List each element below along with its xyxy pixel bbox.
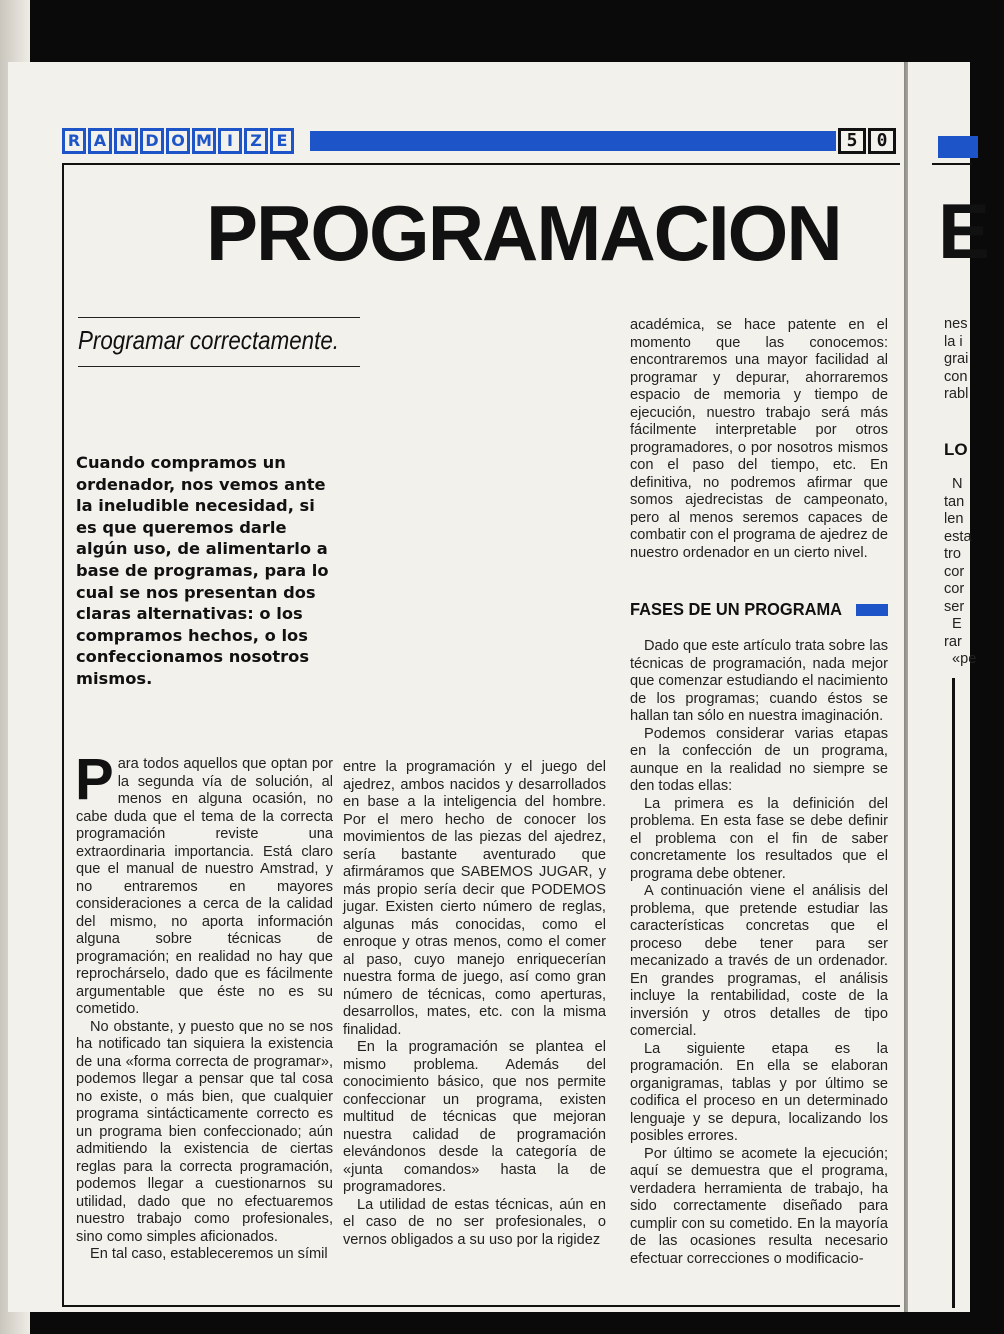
magazine-page <box>8 62 908 1312</box>
next-page-edge <box>908 62 991 1312</box>
page-digit: 0 <box>868 128 896 154</box>
text-fragment: cor <box>944 563 965 580</box>
text-fragment: rar <box>944 633 962 650</box>
page-number <box>838 128 896 154</box>
section-heading-accent <box>856 604 888 616</box>
text-fragment: la i <box>944 333 963 350</box>
body-column-3 <box>630 638 888 1268</box>
header-accent-bar <box>310 131 836 151</box>
body-paragraph: No obstante, y puesto que no se nos ha notificado tan siquiera la existencia de una «forma correcta de programar», podemos llegar a pensar que tal cosa no existe, o más bien, que cualquier programa sintácticamente correcto es un programa bien confeccionado; aún admitiendo la existencia de ciertas reglas para la correcta programación, podemos llegar a cuestionarnos su utilidad, dado que no efectuaremos nuestro trabajo como profesionales, sino como simples aficionados. <box>76 1018 333 1245</box>
article-title: PROGRAMACION <box>206 189 841 277</box>
logo-letter: I <box>218 128 242 154</box>
text-fragment: E <box>952 616 962 632</box>
next-page-heading-fragment: LO <box>944 440 968 459</box>
section-heading-label: FASES DE UN PROGRAMA <box>630 599 843 619</box>
frame-rule-top <box>62 163 900 165</box>
section-heading <box>630 599 888 621</box>
subtitle-rule-top <box>78 317 360 318</box>
logo-letter: E <box>270 128 294 154</box>
text-fragment: nes <box>944 316 968 332</box>
logo-letter: Z <box>244 128 268 154</box>
body-paragraph: A continuación viene el análisis del problema, que pretende estudiar las características concretas que el proceso debe tener para ser mecanizado a través de un ordenador. En grandes programas, el análisis incluye la rentabilidad, coste de la inversión y otros detalles de tipo comercial. <box>630 883 888 1039</box>
article-subtitle: Programar correctamente. <box>78 325 339 355</box>
body-column-2 <box>343 759 606 1249</box>
next-page-title-fragment: E <box>938 187 991 275</box>
logo-letter: M <box>192 128 216 154</box>
drop-cap: P <box>75 747 114 812</box>
body-paragraph: Podemos considerar varias etapas en la confección de un programa, aunque en la realidad no siempre se den todas ellas: <box>630 725 888 794</box>
text-fragment: N <box>952 476 963 492</box>
next-page-accent <box>938 136 978 158</box>
body-paragraph: entre la programación y el juego del ajedrez, ambos nacidos y desarrollados en base a la inteligencia del hombre. Por el mero hecho de conocer los movimientos de las piezas del ajedrez, sería bastante aventurado que afirmáramos que SABEMOS JUGAR, y más propio sería decir que PODEMOS jugar. Existen cierto número de reglas, algunas más conocidas, como el enroque y otras menos, como el comer al paso, cuyo manejo enriquecerían nuestra forma de juego, así como gran número de técnicas, como aperturas, desarrollos, mates, etc. con la misma finalidad. <box>343 759 606 1038</box>
frame-rule-bottom <box>62 1305 900 1307</box>
text-fragment: «pe <box>952 651 977 667</box>
body-paragraph: Para todos aquellos que optan por la segunda vía de solución, al menos en alguna ocasión, no cabe duda que el tema de la correcta programación reviste una extraordinaria importancia. Está claro que el manual de nuestro Amstrad, y no entraremos en mayores consideraciones a cerca de la calidad del mismo, no aporta información alguna sobre técnicas de programación; en realidad no hay que reprochárselo, dado que es fácilmente argumentable que éste no es su cometido. <box>75 747 333 1017</box>
text-fragment: tro <box>944 546 962 562</box>
section-logo-randomize <box>62 128 294 154</box>
subtitle-rule-bottom <box>78 366 360 367</box>
text-fragment: tan <box>944 493 965 510</box>
text-fragment: grai <box>944 351 969 367</box>
body-paragraph: Dado que este artículo trata sobre las técnicas de programación, nada mejor que comenzar estudiando el nacimiento de los programas; cuando éstos se hallan tan sólo en nuestra imaginación. <box>630 638 888 724</box>
body-paragraph: La utilidad de estas técnicas, aún en el caso de no ser profesionales, o vernos obligados a su uso por la rigidez <box>343 1196 606 1248</box>
text-fragment: rabl <box>944 386 969 402</box>
logo-letter: N <box>114 128 138 154</box>
text-fragment: con <box>944 368 968 385</box>
next-page-rule <box>932 163 972 165</box>
body-paragraph: En la programación se plantea el mismo problema. Además del conocimiento básico, que nos permite confeccionar un programa, existen multitud de técnicas que mejoran nuestra calidad de programación elevándonos desde la categoría de «junta comandos» hasta la de programadores. <box>343 1039 606 1195</box>
next-page-text-top <box>944 316 1004 404</box>
page-header <box>62 128 902 154</box>
body-paragraph: académica, se hace patente en el momento que las conocemos: encontraremos una mayor facilidad al programar y depurar, ahorraremos espacio de memoria y tiempo de ejecución, nuestro trabajo será más fácilmente interpretable por otros programadores, o por nosotros mismos con el paso del tiempo, etc. En definitiva, no podremos afirmar que somos ajedrecistas de campeonato, pero al menos seremos capaces de combatir con el programa de ajedrez de nuestro ordenador en un cierto nivel. <box>630 317 888 561</box>
logo-letter: R <box>62 128 86 154</box>
frame-rule-left <box>62 163 64 1306</box>
body-paragraph: La primera es la definición del problema. En esta fase se debe definir el problema con el fin de saber concretamente los resultados que el programa debe obtener. <box>630 795 888 882</box>
body-column-1 <box>75 747 333 1264</box>
logo-letter: O <box>166 128 190 154</box>
text-fragment: esta <box>944 528 972 545</box>
logo-letter: A <box>88 128 112 154</box>
page-digit: 5 <box>838 128 866 154</box>
body-paragraph: Por último se acomete la ejecución; aquí se demuestra que el programa, verdadera herramienta de trabajo, ha sido correctamente diseñado para cumplir con su cometido. En la mayoría de las ocasiones resulta necesario efectuar correcciones o modificacio- <box>630 1145 888 1267</box>
text-fragment: ser <box>944 598 965 615</box>
body-paragraph: En tal caso, estableceremos un símil <box>90 1246 328 1262</box>
body-paragraph: La siguiente etapa es la programación. En ella se elaboran organigramas, tablas y por último se codifica el proceso en un determinado lenguaje y se depura, localizando los posibles errores. <box>630 1040 888 1144</box>
text-fragment: len <box>944 511 964 527</box>
text-fragment: cor <box>944 581 965 597</box>
logo-letter: D <box>140 128 164 154</box>
next-page-text-bottom <box>944 476 1004 669</box>
body-column-3-top <box>630 317 888 562</box>
next-page-box-edge <box>952 678 955 1308</box>
lead-paragraph: Cuando compramos un ordenador, nos vemos ante la ineludible necesidad, si es que queremos darle algún uso, de alimentarlo a base de programas, para lo cual se nos presentan dos claras alternativas: o los compramos hechos, o los confeccionamos nosotros mismos. <box>76 453 329 688</box>
